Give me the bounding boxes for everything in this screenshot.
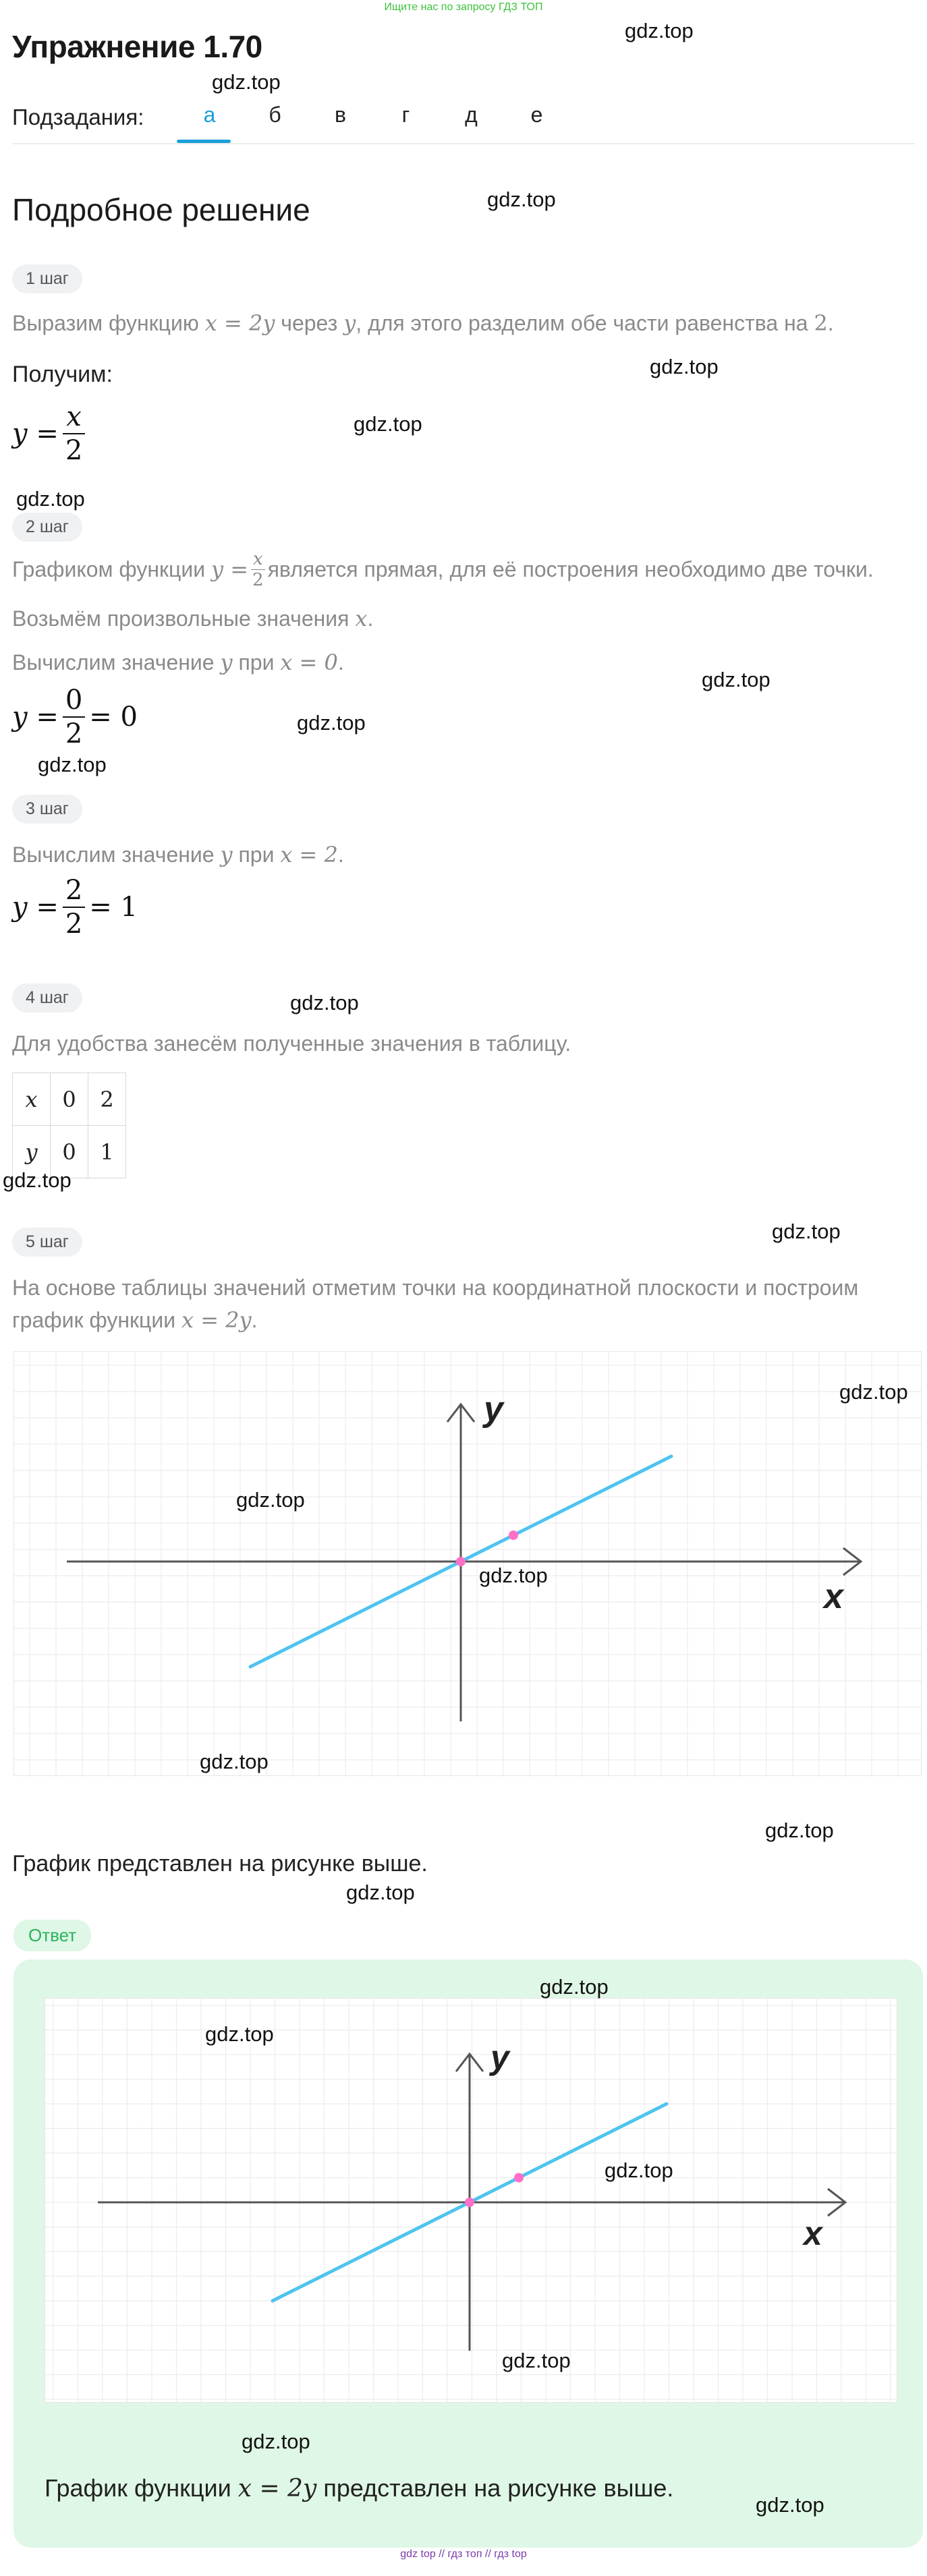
watermark: gdz.top: [650, 355, 719, 378]
watermark: gdz.top: [242, 2430, 310, 2453]
watermark: gdz.top: [236, 1488, 305, 1512]
table-cell: 0: [51, 1126, 88, 1178]
watermark: gdz.top: [212, 70, 281, 94]
tab-v[interactable]: в: [335, 103, 346, 127]
y-axis-label: y: [490, 2038, 509, 2076]
tab-g[interactable]: г: [401, 103, 410, 127]
formula-y-x-over-2: y = $\frac{x}{2}$: [12, 403, 89, 464]
x-axis-label: x: [824, 1577, 843, 1616]
watermark: gdz.top: [354, 412, 422, 436]
x-axis-label: x: [804, 2214, 822, 2252]
graph-svg: [14, 1352, 922, 1777]
watermark: gdz.top: [200, 1750, 269, 1773]
y-axis-label: y: [484, 1390, 503, 1429]
graph-caption: График представлен на рисунке выше.: [12, 1851, 428, 1877]
watermark: gdz.top: [605, 2158, 673, 2182]
watermark: gdz.top: [540, 1975, 609, 1999]
graph-svg: [45, 1999, 898, 2403]
table-cell: 1: [88, 1126, 126, 1178]
divider: [12, 143, 915, 144]
data-point: [465, 2198, 474, 2207]
watermark: gdz.top: [765, 1819, 834, 1842]
watermark: gdz.top: [346, 1881, 415, 1904]
formula-y-0: y = $\frac{0}{2}$ = 0: [12, 685, 138, 749]
answer-text: График функции x = 2y представлен на рисунке выше.: [45, 2474, 674, 2502]
step-badge: 5 шаг: [12, 1228, 82, 1257]
table-cell: 2: [88, 1073, 126, 1126]
step-3-text: Вычислим значение y при x = 2.: [12, 842, 344, 867]
watermark: gdz.top: [502, 2349, 571, 2372]
footer: gdz top // гдз топ // гдз top: [400, 2548, 527, 2560]
step-1-text: Выразим функцию x = 2y через y, для этого разделим обе части равенства на 2.: [12, 310, 834, 336]
step-4-text: Для удобства занесём полученные значения в таблицу.: [12, 1031, 571, 1056]
table-cell: 0: [51, 1073, 88, 1126]
solution-heading: Подробное решение: [12, 192, 310, 227]
watermark: gdz.top: [3, 1168, 72, 1192]
tab-a[interactable]: а: [177, 103, 242, 143]
tab-b[interactable]: б: [269, 103, 281, 127]
formula-y-1: y = $\frac{2}{2}$ = 1: [12, 875, 138, 940]
answer-graph: [45, 1998, 897, 2403]
step-5-text-2: график функции x = 2y.: [12, 1307, 258, 1333]
table-row: [13, 1073, 126, 1126]
table-cell: y: [13, 1126, 51, 1178]
watermark: gdz.top: [702, 668, 770, 691]
step-badge: 4 шаг: [12, 983, 82, 1012]
result-label: Получим:: [12, 362, 113, 387]
watermark: gdz.top: [38, 753, 107, 776]
subtask-tabs: [177, 103, 569, 143]
tab-e[interactable]: е: [530, 103, 543, 127]
step-badge: 2 шаг: [12, 513, 82, 542]
step-badge: 1 шаг: [12, 264, 82, 293]
step-2-text-2: Возьмём произвольные значения x.: [12, 606, 374, 631]
watermark: gdz.top: [625, 19, 694, 42]
watermark: gdz.top: [205, 2022, 274, 2046]
step-2-text: Графиком функции y = $\frac{x}{2}$ является прямая, для её построения необходимо две точки.: [12, 549, 874, 590]
tab-d[interactable]: д: [465, 103, 478, 127]
data-point: [514, 2173, 524, 2183]
watermark: gdz.top: [487, 188, 556, 211]
watermark: gdz.top: [297, 711, 366, 735]
answer-badge: Ответ: [13, 1920, 91, 1951]
subtasks-label: Подзадания:: [12, 105, 144, 130]
function-graph: [13, 1351, 922, 1776]
page-title: Упражнение 1.70: [12, 29, 262, 64]
watermark: gdz.top: [16, 487, 85, 511]
watermark: gdz.top: [756, 2493, 824, 2517]
data-point: [456, 1557, 466, 1566]
data-point: [509, 1530, 518, 1540]
watermark: gdz.top: [290, 991, 359, 1014]
values-table: [12, 1072, 126, 1178]
step-2-text-3: Вычислим значение y при x = 0.: [12, 650, 344, 675]
watermark: gdz.top: [839, 1380, 908, 1404]
search-hint-banner: Ищите нас по запросу ГДЗ ТОП: [384, 1, 543, 13]
watermark: gdz.top: [479, 1564, 548, 1587]
table-cell: x: [13, 1073, 51, 1126]
step-badge: 3 шаг: [12, 795, 82, 824]
step-5-text: На основе таблицы значений отметим точки на координатной плоскости и построим: [12, 1276, 859, 1300]
watermark: gdz.top: [772, 1220, 841, 1243]
